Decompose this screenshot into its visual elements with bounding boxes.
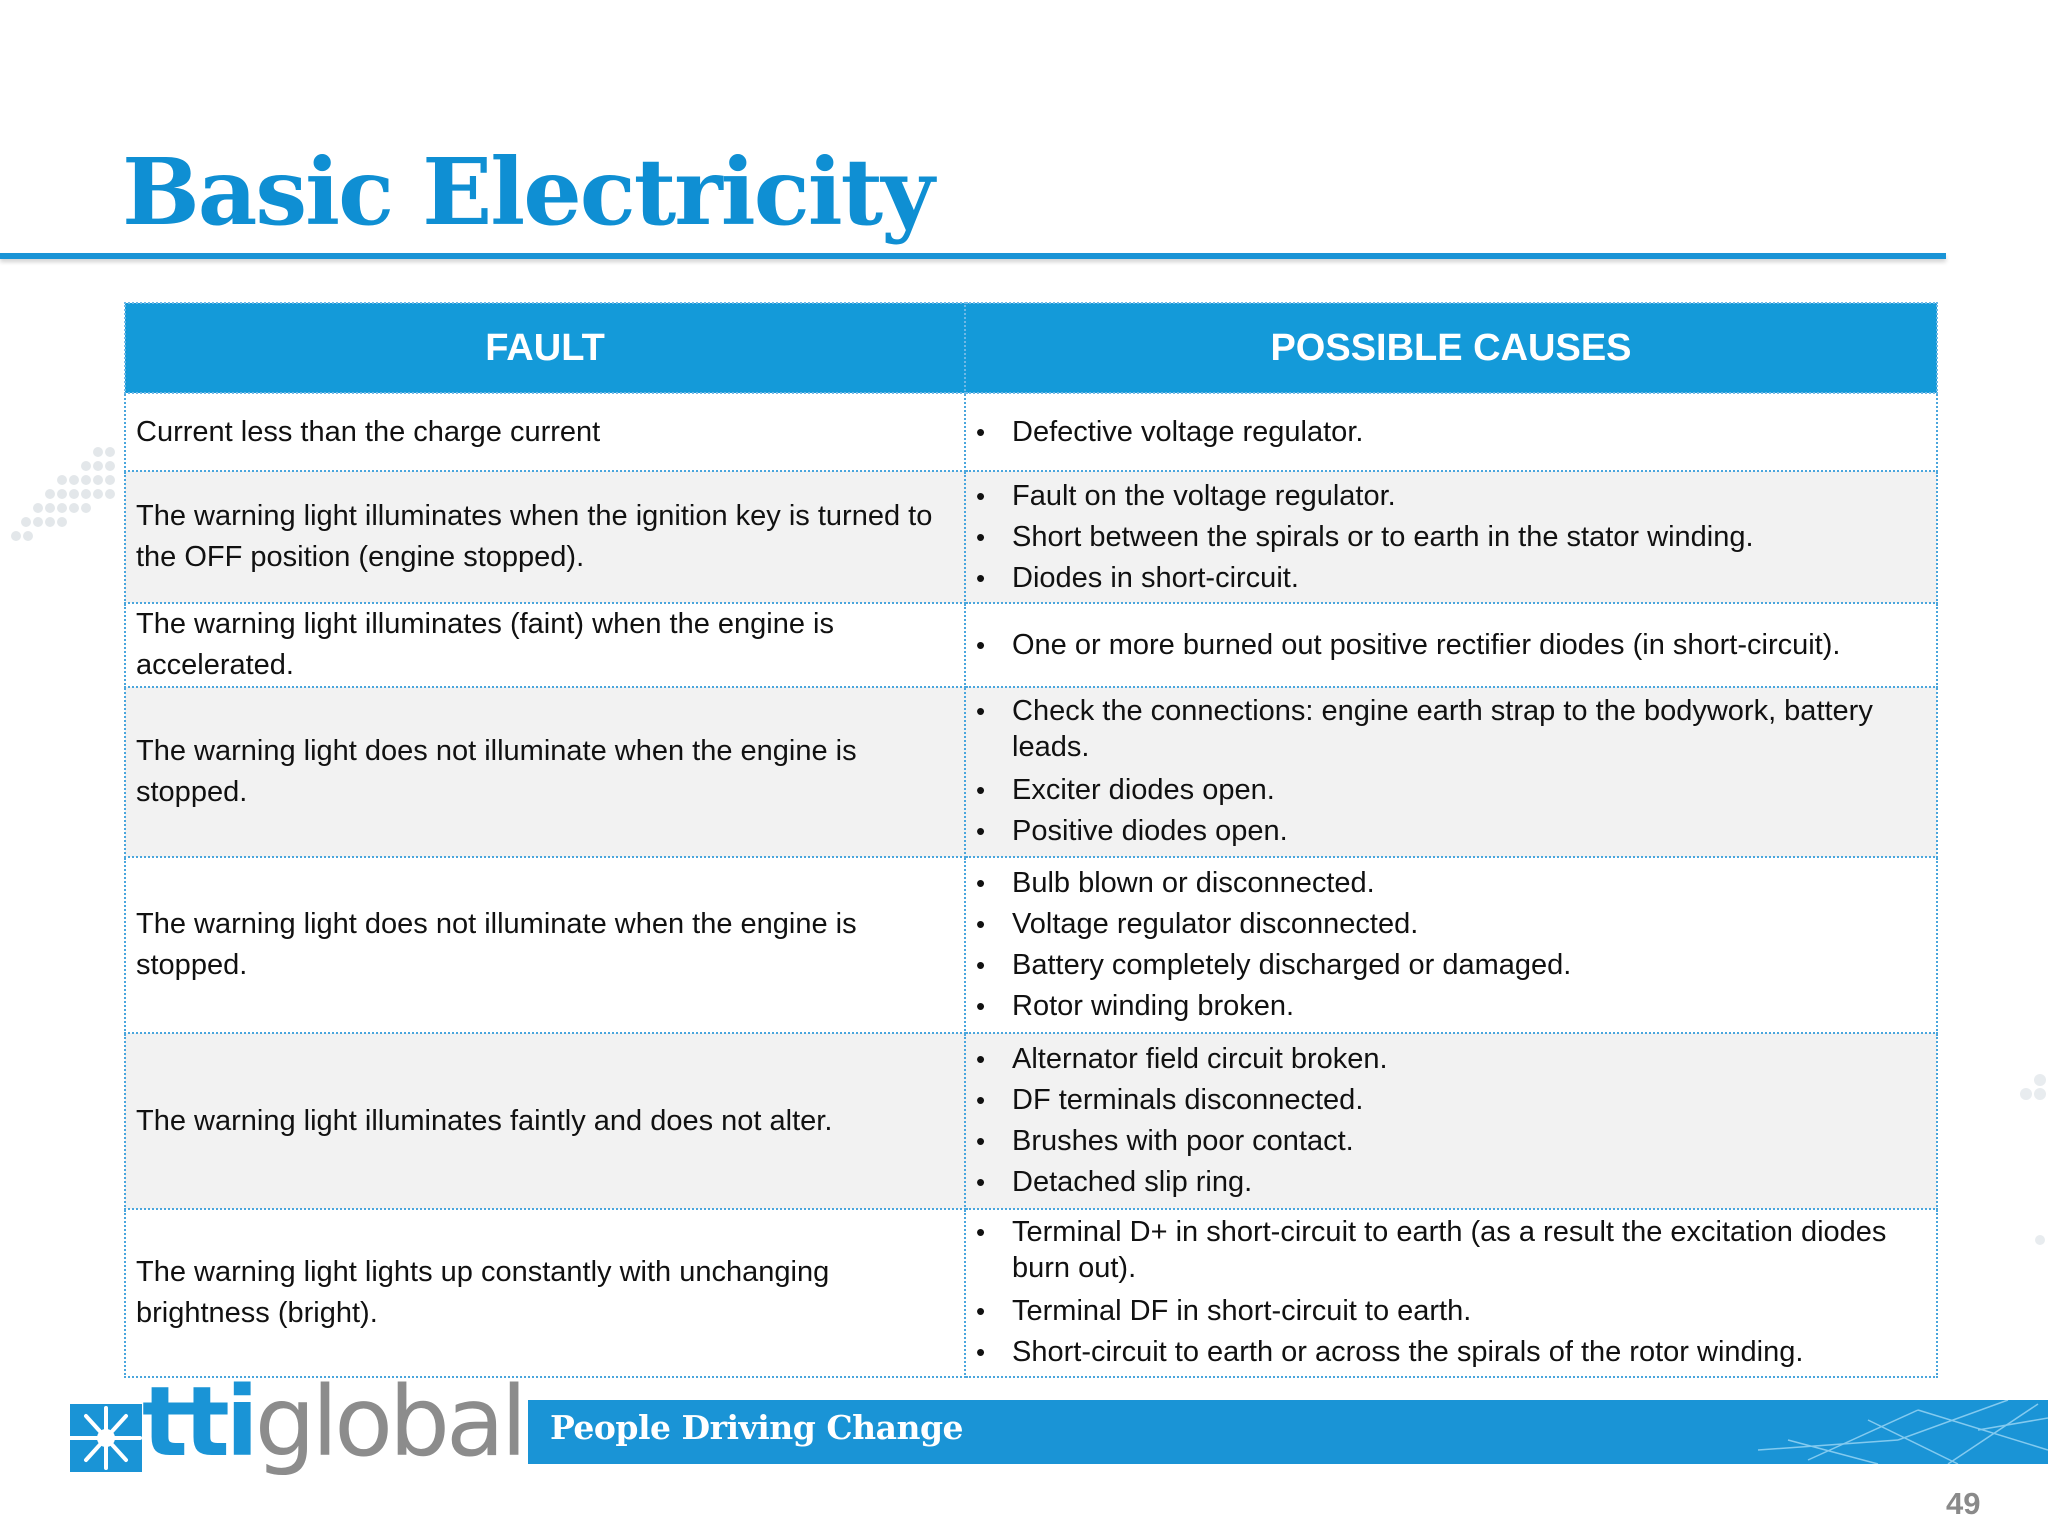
cause-item: • Short-circuit to earth or across the spirals of the rotor winding.: [976, 1332, 1926, 1373]
star-burst-icon: [44, 1398, 144, 1478]
fault-cell: The warning light does not illuminate when the engine is stopped.: [125, 857, 965, 1033]
cause-item: • Bulb blown or disconnected.: [976, 863, 1926, 904]
fault-cell: The warning light illuminates (faint) when the engine is accelerated.: [125, 603, 965, 687]
cause-list: [976, 1214, 1926, 1373]
cause-list: [976, 412, 1926, 453]
cause-item: • Alternator field circuit broken.: [976, 1039, 1926, 1080]
cause-item: • Voltage regulator disconnected.: [976, 904, 1926, 945]
causes-cell: [965, 471, 1937, 603]
cause-list: [976, 693, 1926, 852]
causes-cell: [965, 393, 1937, 471]
causes-cell: [965, 603, 1937, 687]
dot-pattern-decoration-right: [2000, 1050, 2048, 1250]
fault-cell: The warning light illuminates when the ignition key is turned to the OFF position (engine stopped).: [125, 471, 965, 603]
fault-cell: The warning light illuminates faintly and does not alter.: [125, 1033, 965, 1209]
cause-item: • Terminal DF in short-circuit to earth.: [976, 1291, 1926, 1332]
logo-text-tti: tti: [142, 1366, 255, 1478]
cause-item: • Positive diodes open.: [976, 811, 1926, 852]
column-header-causes: POSSIBLE CAUSES: [965, 303, 1937, 393]
cause-list: [976, 625, 1926, 666]
tti-global-logo: [44, 1366, 524, 1490]
table-header-row: [125, 303, 1937, 393]
table-row: [125, 393, 1937, 471]
cause-item: • Diodes in short-circuit.: [976, 558, 1926, 599]
fault-cell: The warning light does not illuminate when the engine is stopped.: [125, 687, 965, 857]
fault-cell: The warning light lights up constantly with unchanging brightness (bright).: [125, 1209, 965, 1377]
cause-item: • Terminal D+ in short-circuit to earth (as a result the excitation diodes burn out).: [976, 1214, 1926, 1291]
column-header-fault: FAULT: [125, 303, 965, 393]
fault-causes-table: [124, 302, 1938, 1378]
table-row: [125, 857, 1937, 1033]
slide-title: Basic Electricity: [122, 138, 933, 246]
cause-list: [976, 863, 1926, 1027]
table-row: [125, 603, 1937, 687]
cause-item: • Detached slip ring.: [976, 1162, 1926, 1203]
table-row: [125, 471, 1937, 603]
cause-item: • Fault on the voltage regulator.: [976, 476, 1926, 517]
causes-cell: [965, 687, 1937, 857]
footer-banner: [528, 1400, 2048, 1464]
network-lines-decoration: [1748, 1400, 2048, 1464]
cause-list: [976, 1039, 1926, 1203]
fault-cell: Current less than the charge current: [125, 393, 965, 471]
cause-list: [976, 476, 1926, 599]
cause-item: • Rotor winding broken.: [976, 986, 1926, 1027]
cause-item: • Exciter diodes open.: [976, 770, 1926, 811]
table-row: [125, 687, 1937, 857]
logo-text-global: global: [254, 1366, 524, 1478]
causes-cell: [965, 1209, 1937, 1377]
dot-pattern-decoration: [8, 440, 118, 550]
cause-item: • One or more burned out positive rectifier diodes (in short-circuit).: [976, 625, 1926, 666]
title-underline: [0, 253, 1946, 259]
table-row: [125, 1209, 1937, 1377]
cause-item: • Check the connections: engine earth strap to the bodywork, battery leads.: [976, 693, 1926, 770]
causes-cell: [965, 857, 1937, 1033]
cause-item: • DF terminals disconnected.: [976, 1080, 1926, 1121]
page-number: 49: [1946, 1486, 1981, 1521]
cause-item: • Battery completely discharged or damaged.: [976, 945, 1926, 986]
table-row: [125, 1033, 1937, 1209]
slogan-text: People Driving Change: [550, 1408, 964, 1447]
cause-item: • Brushes with poor contact.: [976, 1121, 1926, 1162]
cause-item: • Defective voltage regulator.: [976, 412, 1926, 453]
cause-item: • Short between the spirals or to earth in the stator winding.: [976, 517, 1926, 558]
causes-cell: [965, 1033, 1937, 1209]
